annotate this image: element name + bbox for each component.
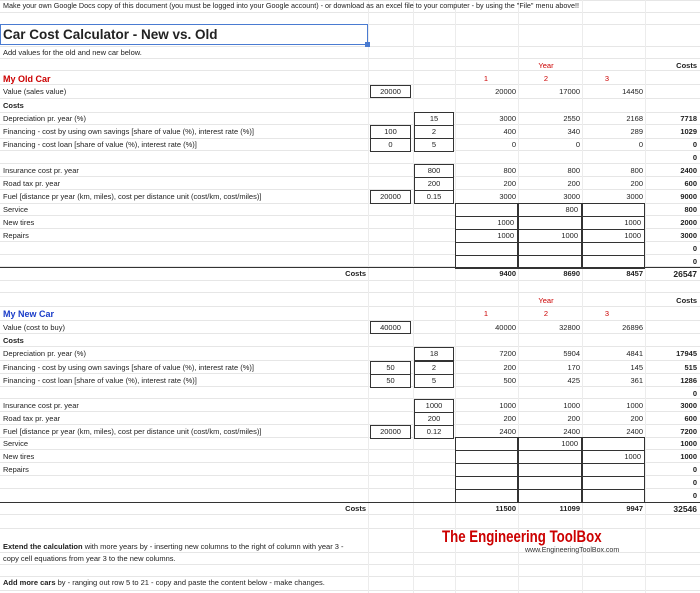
year-input-cell[interactable]: [455, 476, 518, 490]
year-input-cell[interactable]: [518, 489, 582, 503]
cost-row-label: Financing - cost loan [share of value (%), interest rate (%)]: [3, 140, 197, 149]
year-value: 5904: [563, 349, 580, 358]
year-value: 0: [638, 140, 643, 149]
cost-row-label: Depreciation pr. year (%): [3, 114, 86, 123]
year-total-1: 11500: [495, 504, 516, 513]
input-b[interactable]: 200: [414, 177, 454, 191]
input-b[interactable]: 5: [414, 374, 454, 388]
costs-column-header: Costs: [676, 296, 697, 305]
year-value: 2400: [499, 427, 516, 436]
input-a[interactable]: 20000: [370, 190, 411, 204]
input-b[interactable]: 0.15: [414, 190, 454, 204]
input-a[interactable]: 0: [370, 138, 411, 152]
year-input-cell[interactable]: [455, 203, 518, 217]
cost-row-label: Fuel [distance pr year (km, miles), cost per distance unit (cost/km, cost/miles)]: [3, 427, 262, 436]
costs-section-label: Costs: [3, 336, 24, 345]
year-input-cell[interactable]: [455, 489, 518, 503]
cost-row-label: New tires: [3, 452, 35, 461]
year-number-2: 2: [543, 74, 549, 83]
year-input-cell[interactable]: [455, 242, 518, 256]
row-total: 3000: [680, 231, 697, 240]
year-value: 2168: [626, 114, 643, 123]
year-input-cell[interactable]: 1000: [455, 229, 518, 243]
row-total: 0: [692, 257, 697, 266]
row-total: 800: [684, 205, 697, 214]
year-header: Year: [538, 61, 554, 70]
year-total-2: 11099: [559, 504, 580, 513]
note-addcars: [3, 577, 325, 589]
value-year-3: 14450: [622, 87, 643, 96]
note-extend-text: with more years by - inserting new columns to the right of column with year 3 -: [82, 542, 344, 551]
grid-line: [0, 292, 700, 293]
cost-row-label: Road tax pr. year: [3, 179, 61, 188]
value-input[interactable]: 40000: [370, 321, 411, 334]
year-input-cell[interactable]: [518, 216, 582, 230]
input-b[interactable]: 800: [414, 164, 454, 178]
value-year-3: 26896: [622, 323, 643, 332]
note-addcars-text: by - ranging out row 5 to 21 - copy and paste the content below - make changes.: [55, 578, 325, 587]
input-b[interactable]: 1000: [414, 399, 454, 413]
grid-line: [0, 590, 700, 591]
costs-column-header: Costs: [676, 61, 697, 70]
cost-row-label: New tires: [3, 218, 35, 227]
page-title: Car Cost Calculator - New vs. Old: [3, 27, 218, 42]
row-total: 600: [684, 414, 697, 423]
input-a[interactable]: 100: [370, 125, 411, 139]
row-total: 1000: [680, 452, 697, 461]
row-total: 0: [692, 389, 697, 398]
old_car-heading: My Old Car: [3, 74, 51, 84]
row-total: 600: [684, 179, 697, 188]
input-b[interactable]: 200: [414, 412, 454, 426]
cost-row-label: Fuel [distance pr year (km, miles), cost per distance unit (cost/km, cost/miles)]: [3, 192, 262, 201]
year-input-cell[interactable]: 800: [518, 203, 582, 217]
year-value: 1000: [499, 401, 516, 410]
grid-line: [0, 12, 700, 13]
year-value: 2400: [626, 427, 643, 436]
year-value: 200: [503, 414, 516, 423]
year-value: 200: [503, 179, 516, 188]
cost-row-label: Depreciation pr. year (%): [3, 349, 86, 358]
value-year-1: 40000: [495, 323, 516, 332]
year-value: 361: [630, 376, 643, 385]
year-value: 800: [503, 166, 516, 175]
year-header: Year: [538, 296, 554, 305]
grid-line: [0, 163, 700, 164]
year-value: 0: [511, 140, 516, 149]
year-input-cell[interactable]: 1000: [582, 450, 645, 464]
input-b[interactable]: 5: [414, 138, 454, 152]
grand-total: 26547: [673, 269, 697, 279]
year-input-cell[interactable]: 1000: [455, 216, 518, 230]
year-input-cell[interactable]: 1000: [518, 229, 582, 243]
year-value: 400: [503, 127, 516, 136]
cost-row-label: Service: [3, 439, 29, 448]
cost-row-label: Financing - cost by using own savings [share of value (%), interest rate (%)]: [3, 127, 254, 136]
cost-row-label: Insurance cost pr. year: [3, 401, 79, 410]
year-value: 200: [567, 414, 580, 423]
year-input-cell[interactable]: [582, 489, 645, 503]
year-number-3: 3: [604, 309, 610, 318]
row-total: 2400: [680, 166, 697, 175]
year-total-3: 9947: [626, 504, 643, 513]
year-value: 3000: [563, 192, 580, 201]
year-input-cell[interactable]: [582, 476, 645, 490]
year-input-cell[interactable]: [582, 463, 645, 477]
cost-row-label: Road tax pr. year: [3, 414, 61, 423]
year-value: 3000: [499, 192, 516, 201]
year-value: 200: [630, 414, 643, 423]
year-number-3: 3: [604, 74, 610, 83]
year-input-cell[interactable]: [518, 463, 582, 477]
row-total: 9000: [680, 192, 697, 201]
value-year-1: 20000: [495, 87, 516, 96]
row-total: 1000: [680, 439, 697, 448]
grand-total: 32546: [673, 504, 697, 514]
year-value: 1000: [626, 401, 643, 410]
cost-row-label: Financing - cost loan [share of value (%), interest rate (%)]: [3, 376, 197, 385]
year-value: 425: [567, 376, 580, 385]
year-value: 340: [567, 127, 580, 136]
year-number-1: 1: [483, 74, 489, 83]
year-value: 289: [630, 127, 643, 136]
row-total: 1286: [680, 376, 697, 385]
grid-column-line: [518, 0, 519, 593]
year-total-1: 9400: [499, 269, 516, 278]
year-value: 800: [567, 166, 580, 175]
row-total: 17945: [676, 349, 697, 358]
year-value: 2550: [563, 114, 580, 123]
engineering-toolbox-logo: The Engineering ToolBox: [442, 527, 602, 546]
year-value: 200: [567, 179, 580, 188]
input-a[interactable]: 50: [370, 361, 411, 375]
row-total: 3000: [680, 401, 697, 410]
grid-line: [0, 84, 700, 85]
cost-row-label: Service: [3, 205, 29, 214]
year-input-cell[interactable]: 1000: [582, 229, 645, 243]
year-input-cell[interactable]: [518, 450, 582, 464]
year-value: 4841: [626, 349, 643, 358]
year-value: 170: [567, 363, 580, 372]
year-value: 3000: [499, 114, 516, 123]
input-a[interactable]: 20000: [370, 425, 411, 439]
row-total: 0: [692, 244, 697, 253]
row-total: 7718: [680, 114, 697, 123]
cost-row-label: Financing - cost by using own savings [share of value (%), interest rate (%)]: [3, 363, 254, 372]
cost-row-label: Repairs: [3, 231, 29, 240]
value-input[interactable]: 20000: [370, 85, 411, 98]
year-value: 1000: [563, 401, 580, 410]
cost-row-label: Insurance cost pr. year: [3, 166, 79, 175]
info-banner: Make your own Google Docs copy of this document (you must be logged into your Google account) - or download as an excel file to your computer - by using the "File" menu above!!: [3, 1, 580, 10]
year-value: 2400: [563, 427, 580, 436]
row-total: 0: [692, 465, 697, 474]
grid-column-line: [413, 0, 414, 593]
page-subtitle: Add values for the old and new car below.: [3, 48, 142, 57]
year-value: 200: [630, 179, 643, 188]
year-total-3: 8457: [626, 269, 643, 278]
year-value: 145: [630, 363, 643, 372]
costs-total-label: Costs: [345, 504, 366, 513]
note-extend-bold: Extend the calculation: [3, 542, 83, 551]
grid-line: [0, 70, 700, 71]
row-total: 7200: [680, 427, 697, 436]
year-input-cell[interactable]: [582, 203, 645, 217]
year-total-2: 8690: [563, 269, 580, 278]
note-addcars-bold: Add more cars: [3, 578, 56, 587]
grid-column-line: [368, 0, 369, 593]
input-b[interactable]: 2: [414, 361, 454, 375]
grid-line: [0, 346, 700, 347]
new_car-heading: My New Car: [3, 309, 55, 319]
year-number-2: 2: [543, 309, 549, 318]
year-input-cell[interactable]: [518, 242, 582, 256]
grid-line: [0, 320, 700, 321]
selection-handle[interactable]: [365, 42, 370, 47]
input-b[interactable]: 18: [414, 347, 454, 361]
row-total: 2000: [680, 218, 697, 227]
costs-total-label: Costs: [345, 269, 366, 278]
row-total: 0: [692, 491, 697, 500]
grid-line: [0, 360, 700, 361]
year-value: 200: [503, 363, 516, 372]
grid-line: [0, 398, 700, 399]
grid-line: [0, 280, 700, 281]
cost-row-label: Repairs: [3, 465, 29, 474]
year-value: 500: [503, 376, 516, 385]
grid-line: [0, 306, 700, 307]
year-input-cell[interactable]: [582, 437, 645, 451]
year-input-cell[interactable]: [518, 476, 582, 490]
year-value: 3000: [626, 192, 643, 201]
year-input-cell[interactable]: [582, 242, 645, 256]
grid-line: [0, 98, 700, 99]
note-extend: [3, 541, 344, 553]
year-input-cell[interactable]: [455, 450, 518, 464]
input-b[interactable]: 2: [414, 125, 454, 139]
year-value: 0: [575, 140, 580, 149]
year-value: 7200: [499, 349, 516, 358]
input-a[interactable]: 50: [370, 374, 411, 388]
row-total: 0: [692, 140, 697, 149]
logo-url: www.EngineeringToolBox.com: [525, 547, 620, 554]
year-value: 800: [630, 166, 643, 175]
row-total: 515: [684, 363, 697, 372]
row-total: 0: [692, 153, 697, 162]
row-total: 0: [692, 478, 697, 487]
year-input-cell[interactable]: 1000: [518, 437, 582, 451]
value-year-2: 32800: [559, 323, 580, 332]
value-year-2: 17000: [559, 87, 580, 96]
input-b[interactable]: 0.12: [414, 425, 454, 439]
costs-section-label: Costs: [3, 101, 24, 110]
note-extend-line2: copy cell equations from year 3 to the new columns.: [3, 554, 176, 563]
year-input-cell[interactable]: [455, 463, 518, 477]
value-label: Value (cost to buy): [3, 323, 65, 332]
year-input-cell[interactable]: 1000: [582, 216, 645, 230]
year-input-cell[interactable]: [455, 437, 518, 451]
row-total: 1029: [680, 127, 697, 136]
year-number-1: 1: [483, 309, 489, 318]
input-b[interactable]: 15: [414, 112, 454, 126]
value-label: Value (sales value): [3, 87, 67, 96]
